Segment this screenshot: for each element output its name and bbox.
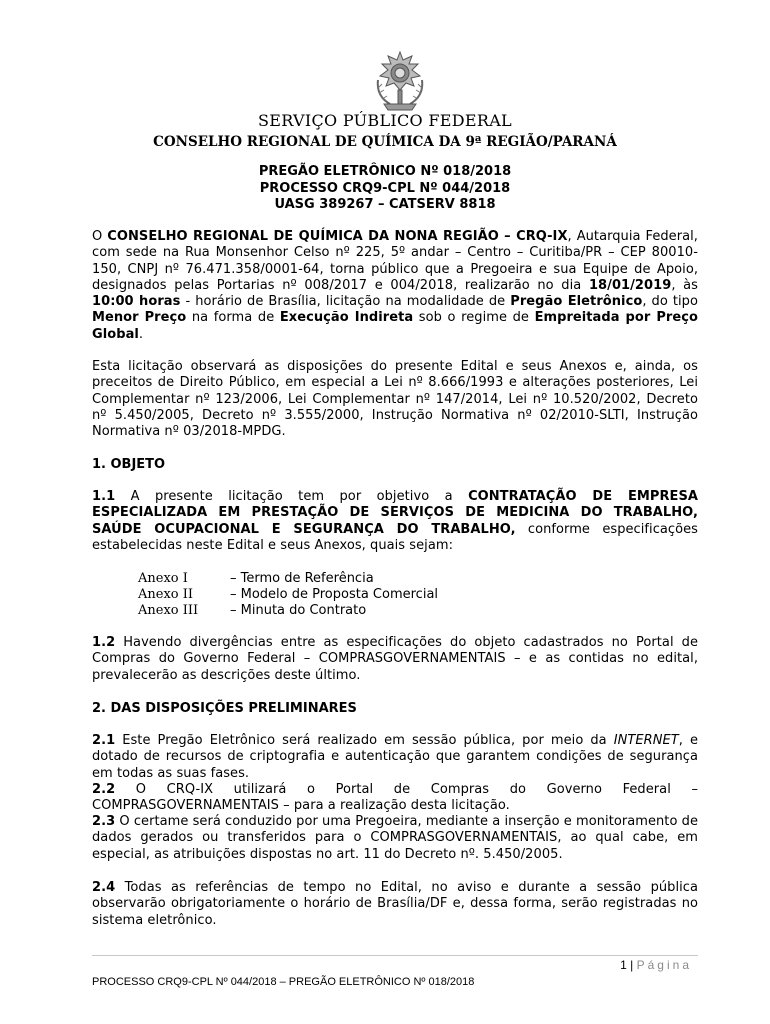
clause-1-2: 1.2 Havendo divergências entre as especificações do objeto cadastrados no Portal de Compras do Governo Federal – COMPRASGOVERNAMENTAIS – e as contidas no edital, prevalecerão as descrições deste último. <box>92 635 698 683</box>
clause-2-4: 2.4 Todas as referências de tempo no Edital, no aviso e durante a sessão pública observarão obrigatoriamente o horário de Brasília/DF e, dessa forma, serão registradas no sistema eletrônico. <box>92 880 698 928</box>
footer-divider <box>92 955 698 956</box>
clause-2-2: 2.2 O CRQ-IX utilizará o Portal de Compras do Governo Federal – COMPRASGOVERNAMENTAIS – para a realização desta licitação. <box>92 782 698 814</box>
clause-1-1: 1.1 A presente licitação tem por objetivo a CONTRATAÇÃO DE EMPRESA ESPECIALIZADA EM PRESTAÇÃO DE SERVIÇOS DE MEDICINA DO TRABALHO, SAÚDE OCUPACIONAL E SEGURANÇA DO TRABALHO, conforme especificações estabelecidas neste Edital e seus Anexos, quais sejam: <box>92 489 698 553</box>
footer-process-line: PROCESSO CRQ9-CPL Nº 044/2018 – PREGÃO ELETRÔNICO Nº 018/2018 <box>92 976 475 988</box>
org-line-2: CONSELHO REGIONAL DE QUÍMICA DA 9ª REGIÃO/PARANÁ <box>153 134 617 150</box>
annex-item: Anexo III – Minuta do Contrato <box>138 603 367 618</box>
annex-item: Anexo II – Modelo de Proposta Comercial <box>138 587 439 602</box>
page-number: 1 | Página <box>620 958 692 972</box>
clause-2-3: 2.3 O certame será conduzido por uma Pregoeira, mediante a inserção e monitoramento de dados gerados ou transferidos para o COMPRASGOVERNAMENTAIS, ao qual cabe, em especial, as atribuições dispostas no art. 11 do Decreto nº. 5.450/2005. <box>92 814 698 862</box>
annex-item: Anexo I – Termo de Referência <box>138 571 374 586</box>
legal-basis-paragraph: Esta licitação observará as disposições do presente Edital e seus Anexos e, ainda, os preceitos de Direito Público, em especial a Lei nº 8.666/1993 e alterações posteriores, Lei Complementar nº 123/2006, Lei Complementar nº 147/2014, Lei nº 10.520/2002, Decreto nº 5.450/2005, Decreto nº 3.555/2000, Instrução Normativa nº 02/2010-SLTI, Instrução Normativa nº 03/2018-MPDG. <box>92 359 698 440</box>
section-1-heading: 1. OBJETO <box>92 457 166 472</box>
title-line: PROCESSO CRQ9-CPL Nº 044/2018 <box>259 181 511 196</box>
section-2-heading: 2. DAS DISPOSIÇÕES PRELIMINARES <box>92 701 357 716</box>
org-line-1: SERVIÇO PÚBLICO FEDERAL <box>258 111 512 130</box>
title-line: UASG 389267 – CATSERV 8818 <box>274 197 496 212</box>
clause-2-1: 2.1 Este Pregão Eletrônico será realizado em sessão pública, por meio da INTERNET, e dotado de recursos de criptografia e autenticação que garantem condições de segurança em todas as suas fases. <box>92 733 698 781</box>
coat-of-arms-emblem <box>372 50 428 114</box>
intro-paragraph: O CONSELHO REGIONAL DE QUÍMICA DA NONA REGIÃO – CRQ-IX, Autarquia Federal, com sede na Rua Monsenhor Celso nº 225, 5º andar – Centro – Curitiba/PR – CEP 80010-150, CNPJ nº 76.471.358/0001-64, torna público que a Pregoeira e sua Equipe de Apoio, designados pelas Portarias nº 008/2017 e 004/2018, realizarão no dia 18/01/2019, às 10:00 horas - horário de Brasília, licitação na modalidade de Pregão Eletrônico, do tipo Menor Preço na forma de Execução Indireta sob o regime de Empreitada por Preço Global. <box>92 229 698 342</box>
title-line: PREGÃO ELETRÔNICO Nº 018/2018 <box>258 164 512 179</box>
